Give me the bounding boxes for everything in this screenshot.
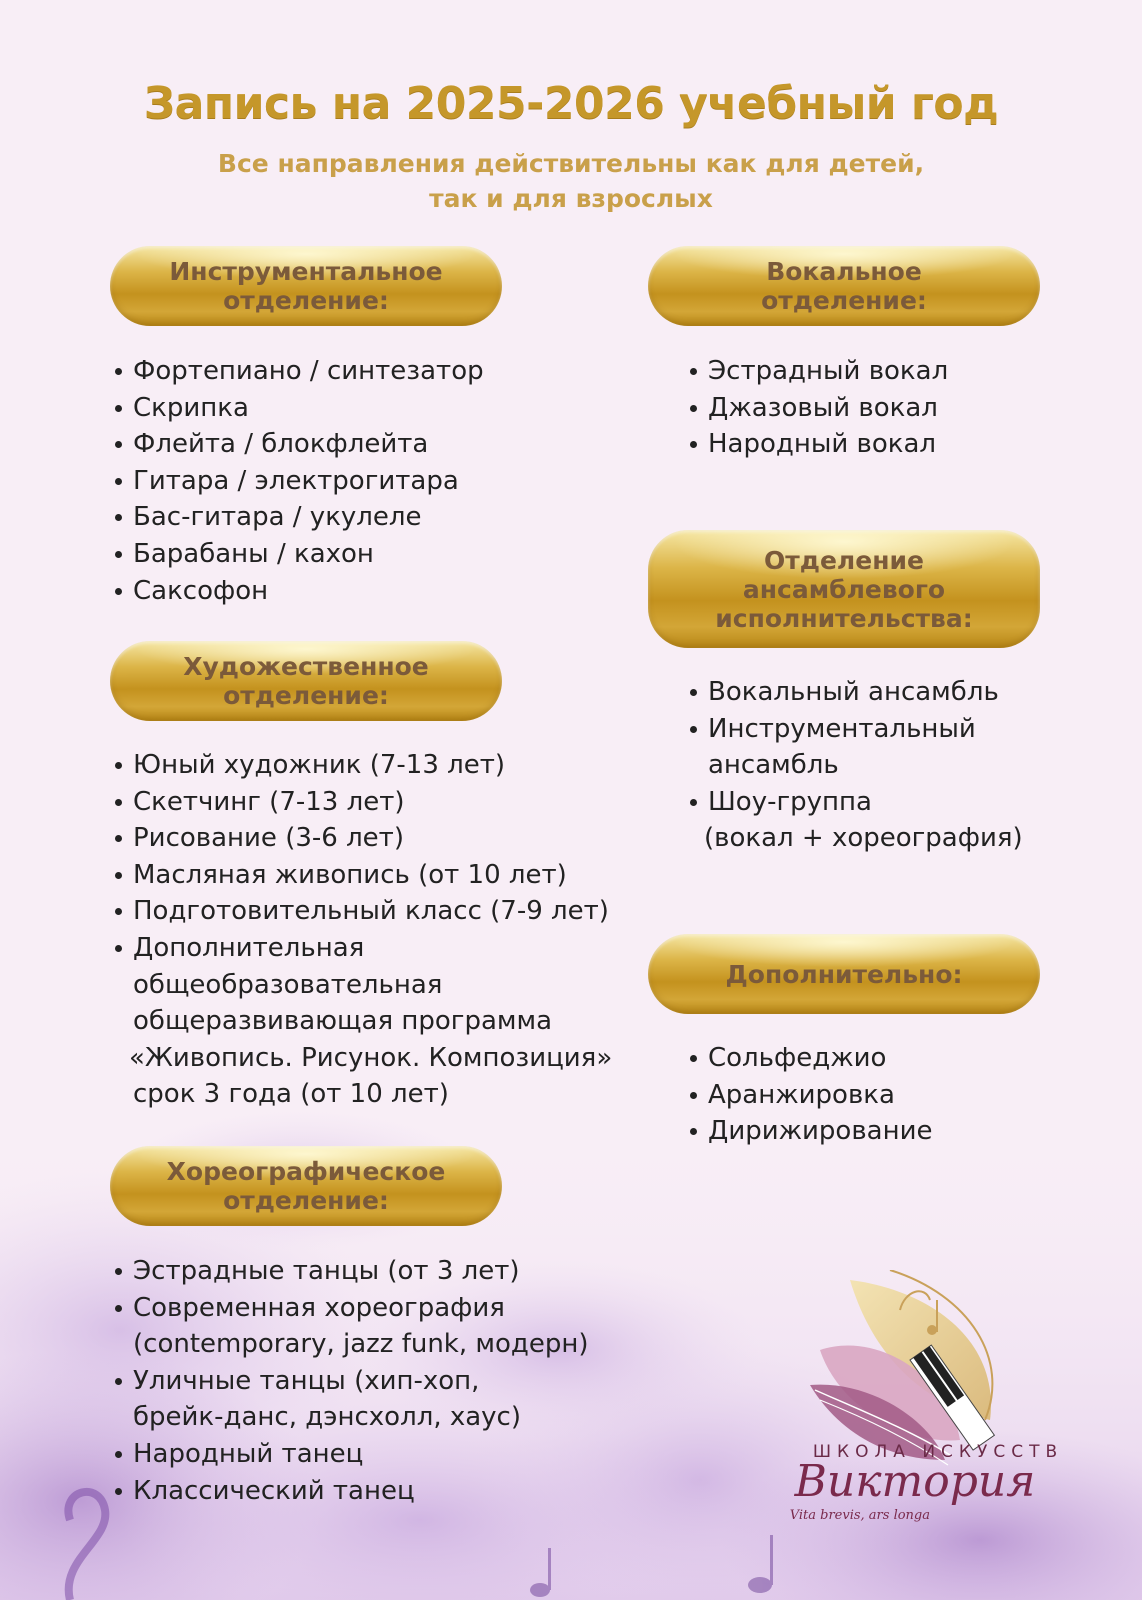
list-item: Юный художник (7-13 лет) [115, 747, 635, 784]
section-label-vocal [648, 246, 1040, 326]
ensemble-list [690, 674, 1130, 857]
list-item-line: ансамбль [708, 750, 839, 781]
list-item [690, 711, 1130, 784]
list-item: Скрипка [115, 390, 595, 427]
instrumental-list [115, 353, 595, 609]
subtitle-line: Все направления действительны как для детей, [217, 149, 925, 178]
section-label-line: ансамблевого [742, 574, 946, 604]
list-item-line: брейк-данс, дэнсхолл, хаус) [133, 1402, 521, 1433]
list-item-line: Уличные танцы (хип-хоп, [133, 1365, 480, 1396]
list-item: Гитара / электрогитара [115, 463, 595, 500]
list-item [115, 1363, 635, 1436]
extra-list [690, 1040, 1110, 1150]
section-label-extra [648, 934, 1040, 1014]
list-item-line: Шоу-группа [708, 786, 872, 817]
list-item: Бас-гитара / укулеле [115, 499, 595, 536]
list-item: Подготовительный класс (7-9 лет) [115, 893, 635, 930]
list-item [115, 1290, 635, 1363]
subtitle-line: так и для взрослых [429, 184, 713, 213]
list-item-line: (contemporary, jazz funk, модерн) [133, 1329, 589, 1360]
section-label-choreography [110, 1146, 502, 1226]
list-item-line: срок 3 года (от 10 лет) [133, 1079, 449, 1110]
section-label-line: Хореографическое [166, 1157, 446, 1186]
section-label-line: Художественное [183, 652, 429, 681]
list-item [115, 930, 635, 1113]
logo-motto: Vita brevis, ars longa [789, 1508, 930, 1523]
list-item: Скетчинг (7-13 лет) [115, 784, 635, 821]
section-label-line: отделение: [223, 1186, 389, 1215]
list-item-line: Современная хореография [133, 1292, 505, 1323]
list-item: Масляная живопись (от 10 лет) [115, 857, 635, 894]
list-item: Вокальный ансамбль [690, 674, 1130, 711]
choreography-list [115, 1253, 635, 1509]
art-list [115, 747, 635, 1113]
list-item: Фортепиано / синтезатор [115, 353, 595, 390]
vocal-list [690, 353, 1110, 463]
section-label-line: Инструментальное [169, 257, 443, 286]
list-item-line: Дополнительная [133, 932, 365, 963]
section-label-ensemble [648, 530, 1040, 648]
section-label-line: отделение: [223, 286, 389, 315]
list-item-line: Инструментальный [708, 713, 976, 744]
page-subtitle [0, 146, 1142, 216]
list-item: Флейта / блокфлейта [115, 426, 595, 463]
list-item: Аранжировка [690, 1077, 1110, 1114]
section-label-line: Отделение [764, 545, 924, 575]
section-label-line: исполнительства: [715, 603, 973, 633]
logo-name: Виктория [794, 1456, 1036, 1507]
list-item: Джазовый вокал [690, 390, 1110, 427]
list-item-line: общеобразовательная [133, 969, 443, 1000]
list-item: Народный вокал [690, 426, 1110, 463]
list-item: Саксофон [115, 573, 595, 610]
page-title: Запись на 2025-2026 учебный год [143, 78, 999, 129]
section-label-line: отделение: [761, 286, 927, 315]
list-item: Классический танец [115, 1473, 635, 1510]
list-item: Эстрадный вокал [690, 353, 1110, 390]
list-item: Сольфеджио [690, 1040, 1110, 1077]
list-item-line: общеразвивающая программа [133, 1006, 553, 1037]
list-item: Дирижирование [690, 1113, 1110, 1150]
section-label-line: Дополнительно: [725, 959, 963, 989]
list-item: Барабаны / кахон [115, 536, 595, 573]
section-label-line: Вокальное [766, 257, 922, 286]
list-item-line: «Живопись. Рисунок. Композиция» [129, 1042, 613, 1073]
list-item: Рисование (3-6 лет) [115, 820, 635, 857]
logo-school-text: ШКОЛА ИСКУССТВ [812, 1442, 1064, 1462]
section-label-instrumental [110, 246, 502, 326]
section-label-line: отделение: [223, 681, 389, 710]
list-item: Народный танец [115, 1436, 635, 1473]
section-label-art [110, 641, 502, 721]
list-item [690, 784, 1130, 857]
list-item-line: (вокал + хореография) [704, 823, 1023, 854]
list-item: Эстрадные танцы (от 3 лет) [115, 1253, 635, 1290]
